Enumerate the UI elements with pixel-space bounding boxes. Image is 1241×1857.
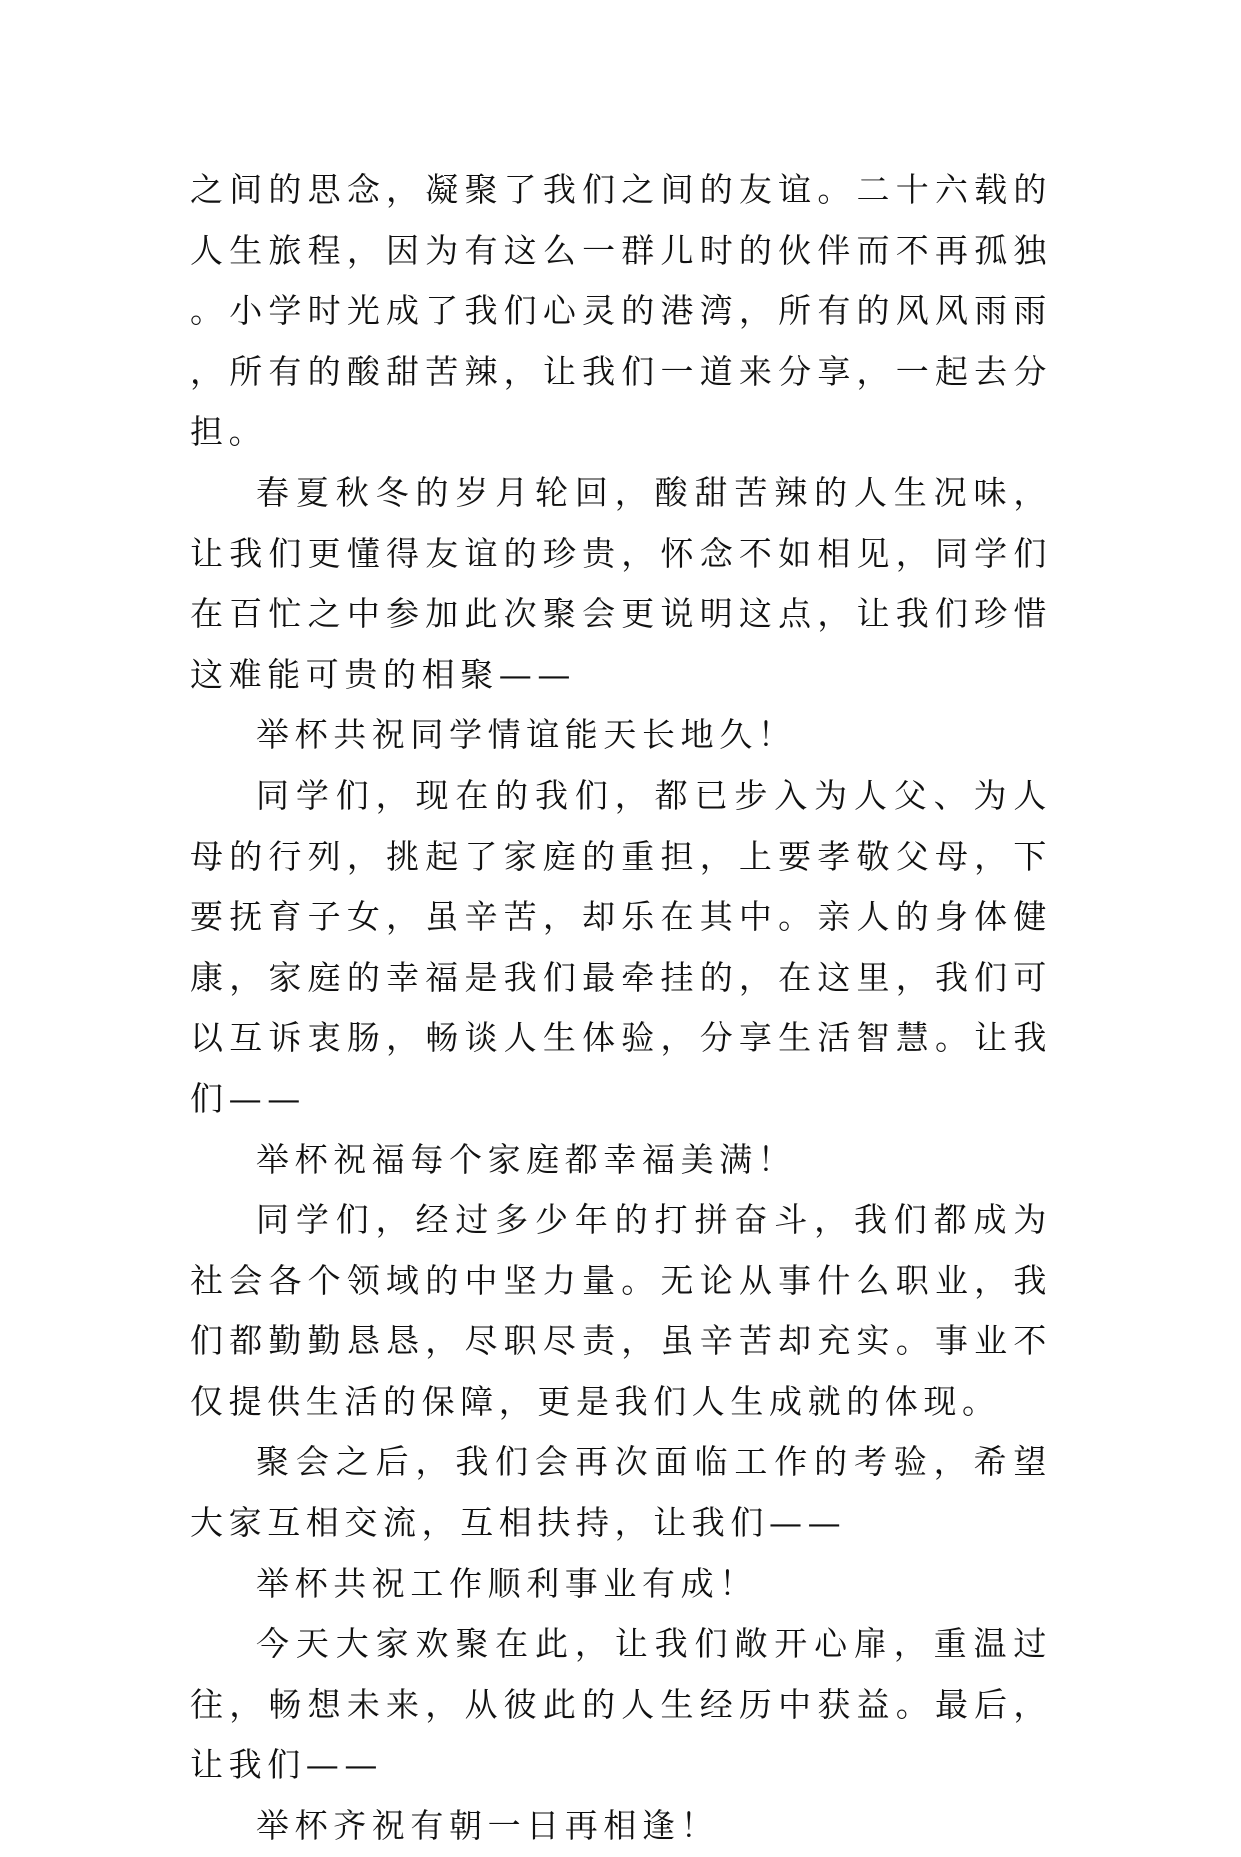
paragraph: 之间的思念，凝聚了我们之间的友谊。二十六载的人生旅程，因为有这么一群儿时的伙伴而不再孤独。小学时光成了我们心灵的港湾，所有的风风雨雨，所有的酸甜苦辣，让我们一道来分享，一起去分担。 <box>190 170 1052 452</box>
paragraph: 聚会之后，我们会再次面临工作的考验，希望大家互相交流，互相扶持，让我们—— <box>190 1442 1052 1543</box>
paragraph: 同学们，现在的我们，都已步入为人父、为人母的行列，挑起了家庭的重担，上要孝敬父母，下要抚育子女，虽辛苦，却乐在其中。亲人的身体健康，家庭的幸福是我们最牵挂的，在这里，我们可以互诉衷肠，畅谈人生体验，分享生活智慧。让我们—— <box>190 775 1052 1118</box>
toast-line: 举杯齐祝有朝一日再相逢！ <box>256 1806 720 1846</box>
document-body <box>190 160 1052 1857</box>
paragraph: 同学们，经过多少年的打拼奋斗，我们都成为社会各个领域的中坚力量。无论从事什么职业，我们都勤勤恳恳，尽职尽责，虽辛苦却充实。事业不仅提供生活的保障，更是我们人生成就的体现。 <box>190 1200 1052 1421</box>
paragraph: 春夏秋冬的岁月轮回，酸甜苦辣的人生况味，让我们更懂得友谊的珍贵，怀念不如相见，同学们在百忙之中参加此次聚会更说明这点，让我们珍惜这难能可贵的相聚—— <box>190 472 1052 694</box>
toast-line: 举杯共祝工作顺利事业有成！ <box>256 1563 758 1603</box>
paragraph: 今天大家欢聚在此，让我们敞开心扉，重温过往，畅想未来，从彼此的人生经历中获益。最后，让我们—— <box>190 1624 1052 1785</box>
toast-line: 举杯共祝同学情谊能天长地久！ <box>256 715 797 755</box>
toast-line: 举杯祝福每个家庭都幸福美满！ <box>256 1139 797 1179</box>
